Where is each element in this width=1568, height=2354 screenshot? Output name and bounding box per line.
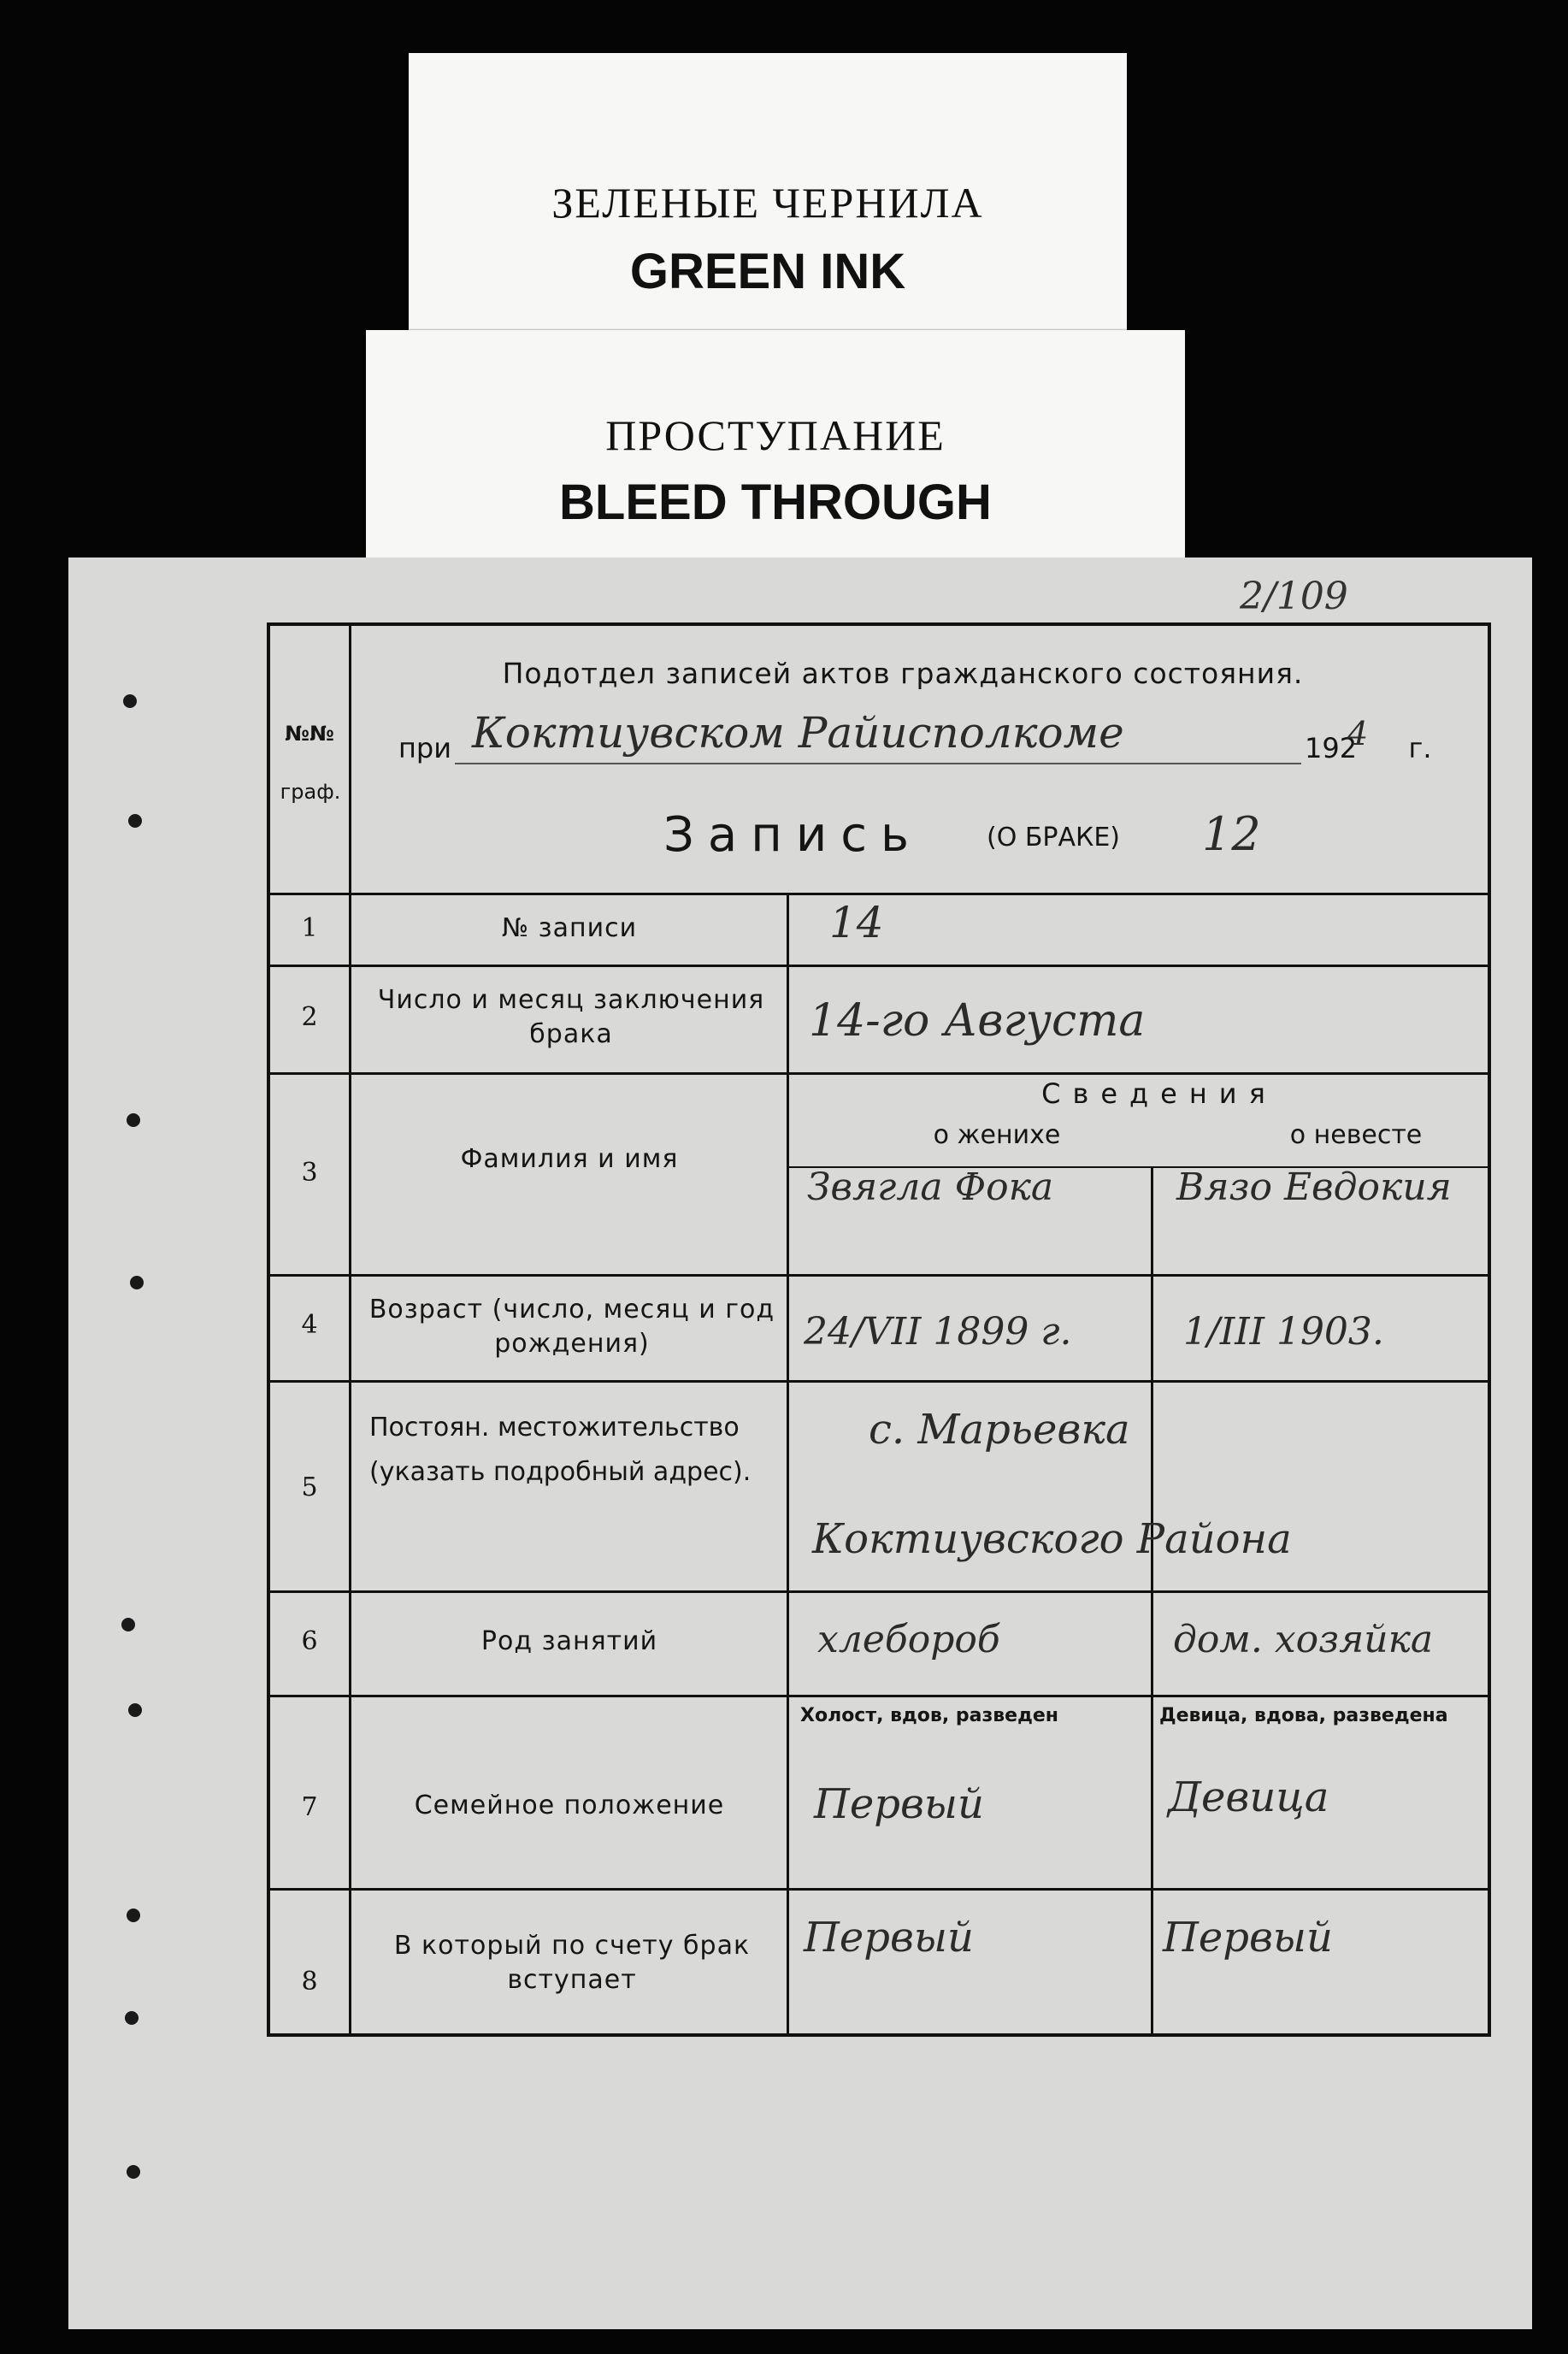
year-handwritten: 4	[1347, 715, 1369, 752]
binding-hole	[130, 1276, 144, 1289]
row-7-groom-caption: Холост, вдов, разведен	[800, 1705, 1058, 1726]
row-4-number: 4	[301, 1310, 318, 1340]
row-5-number: 5	[301, 1472, 318, 1502]
pri-handwritten: Коктиувском Райисполкоме	[472, 708, 1124, 758]
row-7-bride: Девица	[1168, 1773, 1329, 1821]
row-4-label: Возраст (число, месяц и год рождения)	[368, 1295, 775, 1359]
row-5-label: Постоян. местожительство (указать подробный адрес).	[369, 1413, 752, 1487]
bleed-through-label-en: BLEED THROUGH	[559, 475, 992, 530]
marriage-record-form	[267, 622, 1491, 2037]
row-8-bride: Первый	[1163, 1914, 1333, 1962]
row-1-number: 1	[301, 913, 318, 943]
row-3-number: 3	[301, 1158, 318, 1188]
row-3-label: Фамилия и имя	[460, 1144, 679, 1174]
bleed-through-label	[366, 330, 1185, 559]
svedeniya-groom: о женихе	[933, 1120, 1061, 1150]
row-7-label: Семейное положение	[414, 1791, 725, 1820]
row-8-label: В который по счету брак вступает	[393, 1931, 751, 1995]
binding-hole	[123, 694, 137, 708]
pri-label: при	[398, 732, 452, 764]
green-ink-label-en: GREEN INK	[629, 244, 906, 299]
record-title: Запись	[663, 807, 923, 863]
year-suffix: г.	[1408, 732, 1432, 764]
row-7-bride-caption: Девица, вдова, разведена	[1159, 1705, 1448, 1726]
row-6-number: 6	[301, 1626, 318, 1656]
page-number: 2/109	[1240, 575, 1348, 618]
row-7-number: 7	[301, 1792, 318, 1822]
row-8-number: 8	[301, 1967, 318, 1997]
year-prefix: 192	[1305, 732, 1358, 764]
department-title: Подотдел записей актов гражданского состояния.	[502, 657, 1304, 690]
record-number-handwritten: 12	[1202, 807, 1261, 861]
row-8-groom: Первый	[804, 1914, 974, 1962]
row-1-label: № записи	[501, 913, 638, 943]
row-4-groom: 24/VII 1899 г.	[804, 1310, 1072, 1354]
record-subtitle: (О БРАКЕ)	[987, 823, 1121, 853]
bleed-through-label-ru: ПРОСТУПАНИЕ	[605, 411, 946, 459]
binding-hole	[128, 1703, 142, 1717]
row-2-number: 2	[301, 1002, 318, 1032]
col-graf-label: граф.	[280, 780, 341, 804]
binding-hole	[128, 814, 142, 828]
binding-hole	[127, 1113, 140, 1127]
row-4-bride: 1/III 1903.	[1183, 1310, 1384, 1354]
svedeniya-bride: о невесте	[1289, 1120, 1423, 1150]
row-1-value: 14	[829, 898, 884, 947]
row-6-groom: хлебороб	[817, 1618, 1000, 1661]
row-6-label: Род занятий	[480, 1626, 658, 1656]
binding-hole	[121, 1618, 135, 1631]
binding-hole	[127, 2165, 140, 2179]
row-2-value: 14-го Августа	[809, 995, 1146, 1047]
binding-hole	[125, 2011, 139, 2025]
row-5-value-line2: Коктиувского Района	[812, 1515, 1292, 1563]
green-ink-label-ru: ЗЕЛЕНЫЕ ЧЕРНИЛА	[551, 179, 984, 227]
row-2-label: Число и месяц заключения брака	[377, 985, 765, 1049]
binding-hole	[127, 1909, 140, 1922]
row-6-bride: дом. хозяйка	[1173, 1618, 1434, 1661]
row-3-bride: Вязо Евдокия	[1176, 1165, 1452, 1209]
row-7-groom: Первый	[814, 1780, 984, 1828]
row-3-groom: Звягла Фока	[807, 1165, 1054, 1209]
svedeniya-title: Сведения	[1041, 1077, 1277, 1110]
row-5-value-line1: с. Марьевка	[869, 1406, 1130, 1454]
green-ink-label	[409, 53, 1127, 344]
col-no-label: №№	[285, 722, 334, 746]
